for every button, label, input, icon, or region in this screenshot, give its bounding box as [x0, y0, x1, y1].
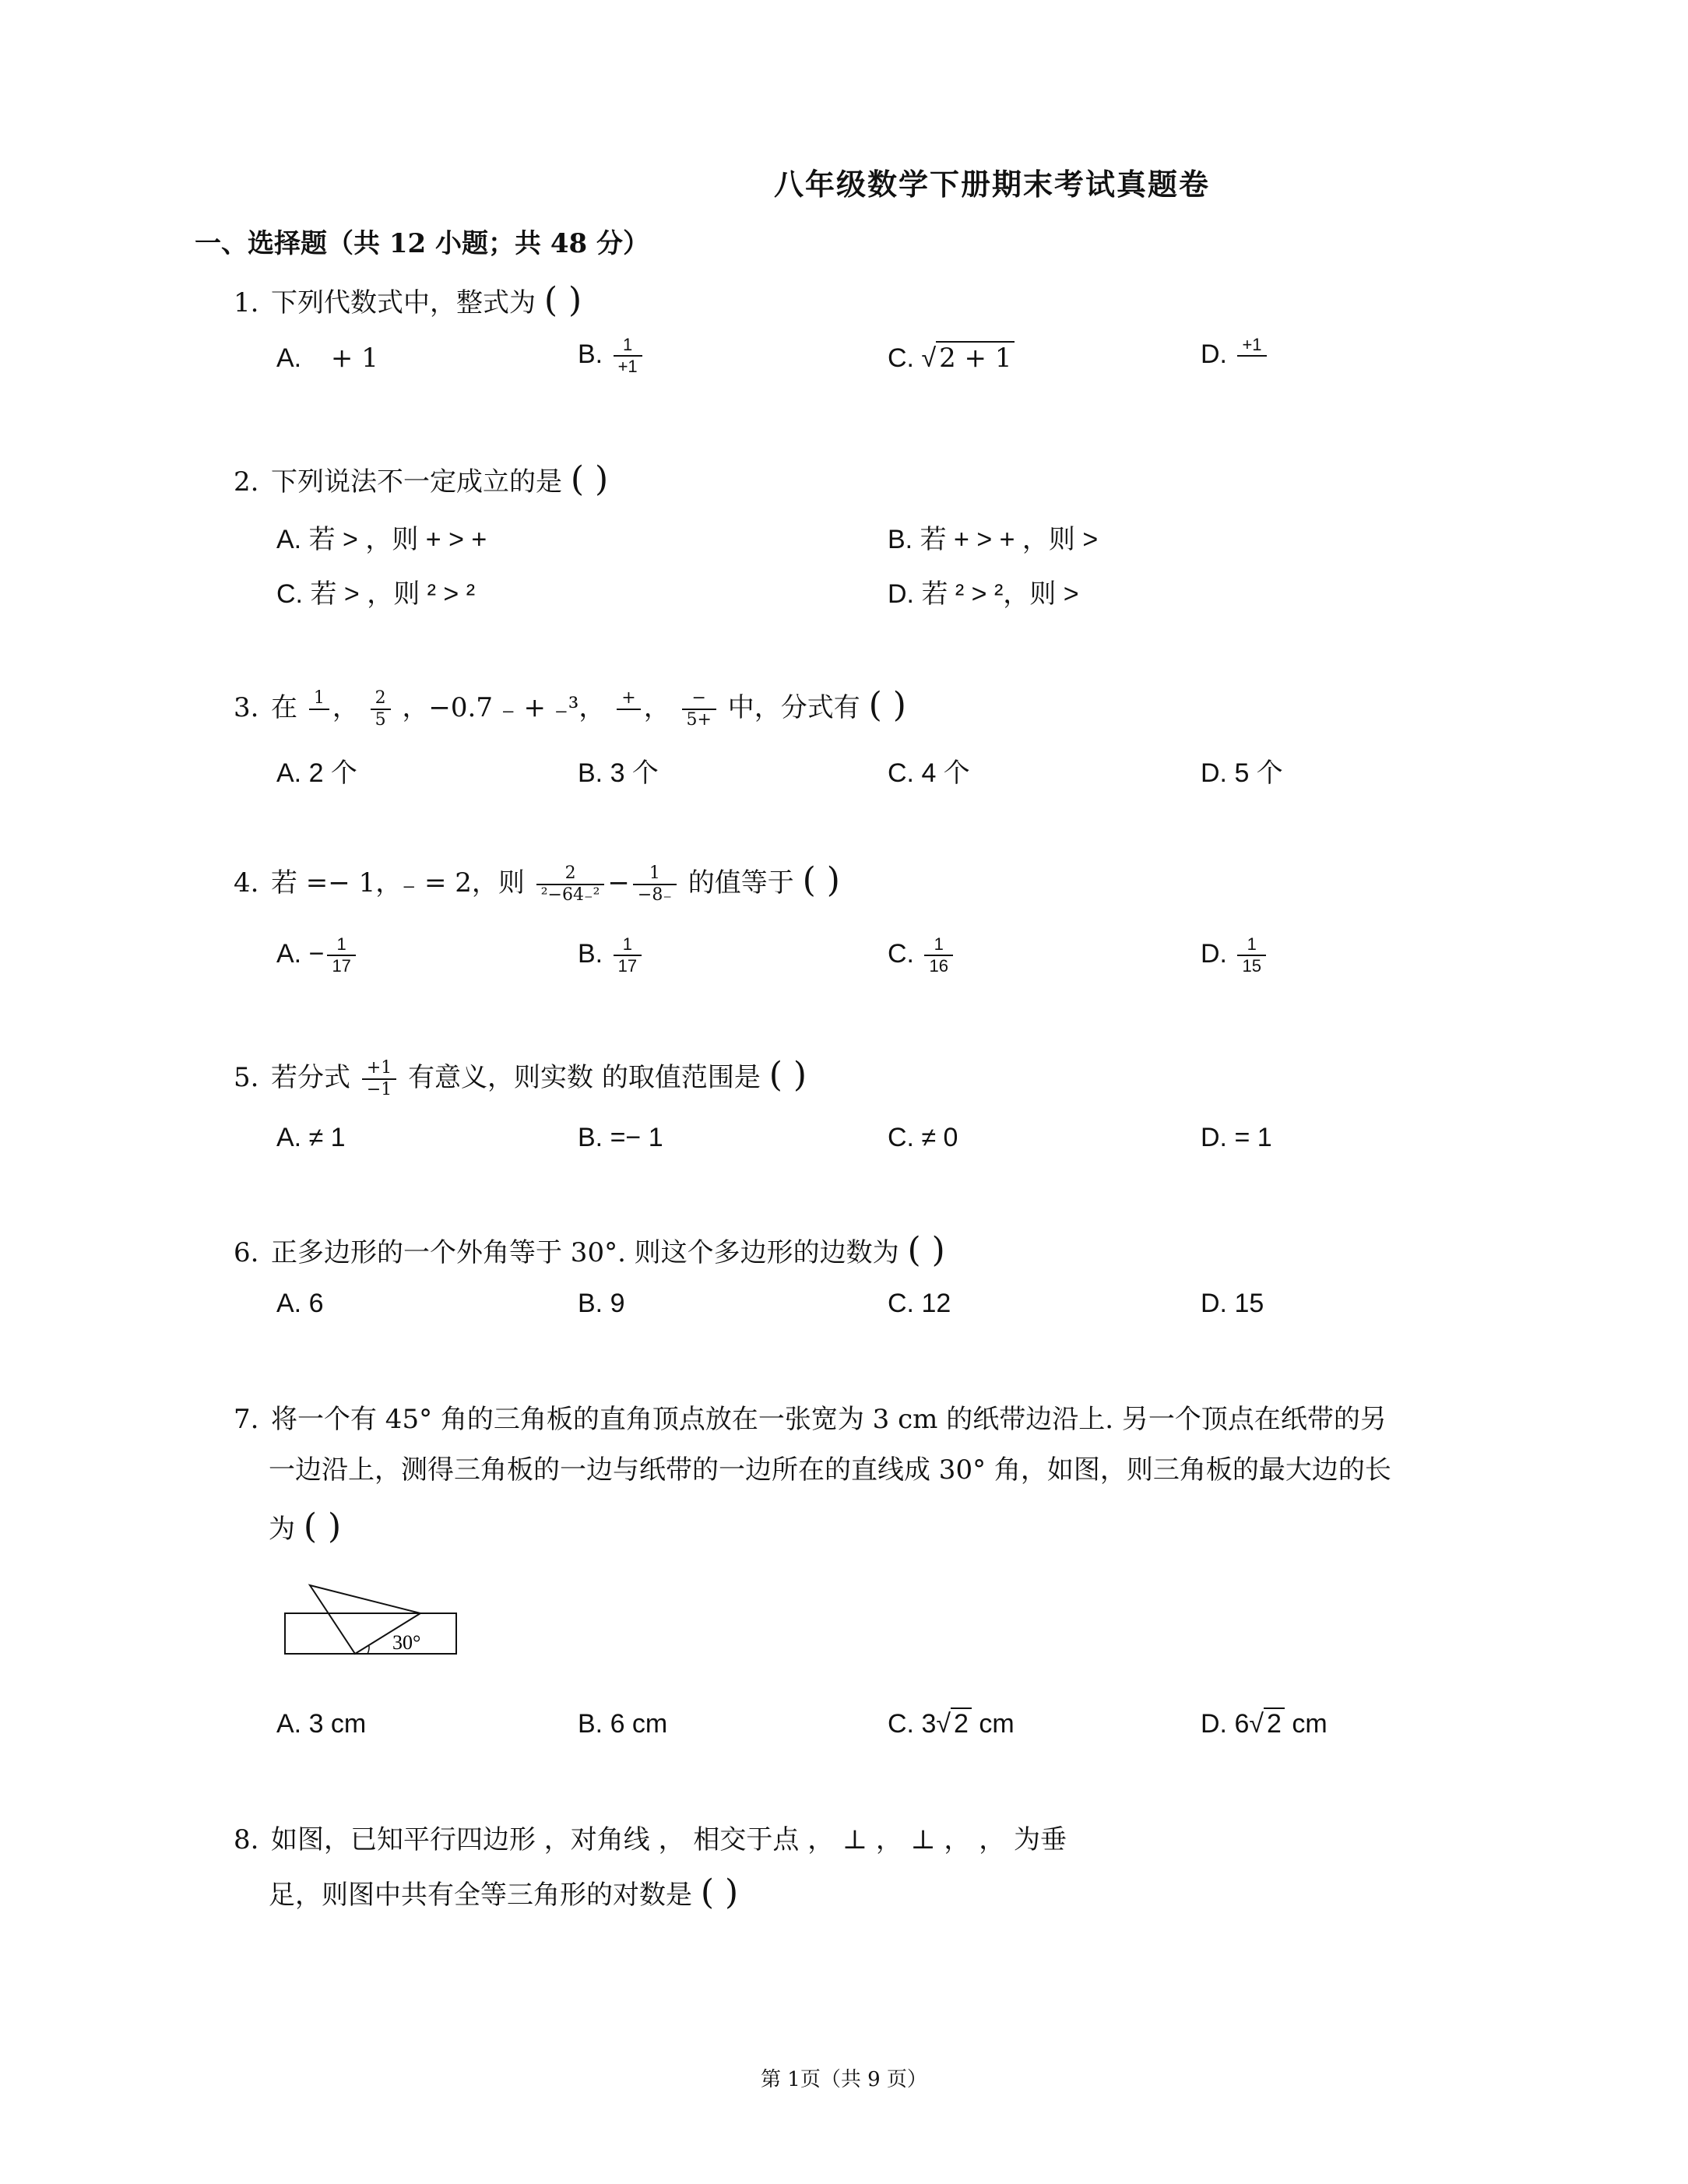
- question-text: 下列代数式中，整式为: [271, 287, 536, 318]
- question-3: 3. 在 1 ， $\frac{2}{5}$ ，−0.7 ₋ + ₋³， + ， $\frac{-}{5+}$ 中，分式有 ( ): [234, 685, 906, 730]
- angle-label: 30°: [392, 1631, 421, 1654]
- q2-option-b: B. 若 + > + ，则 >: [888, 525, 1099, 554]
- q1-option-d: D. +1: [1201, 335, 1270, 377]
- question-7-line-3: 为 ( ): [269, 1507, 342, 1546]
- q1-option-b: B. $\frac{1}{+1}$: [578, 335, 645, 377]
- question-7-line-2: 一边沿上，测得三角板的一边与纸带的一边所在的直线成 30° 角，如图，则三角板的最大边的长: [269, 1454, 1391, 1486]
- q5-option-b: B. =− 1: [578, 1123, 663, 1152]
- question-8-line-1: 8. 如图，已知平行四边形 ，对角线 ， 相交于点 ， ⊥ ， ⊥ ， ， 为垂: [234, 1824, 1067, 1855]
- page-title: 八年级数学下册期末考试真题卷: [773, 167, 1210, 202]
- answer-paren: ( ): [543, 280, 582, 320]
- question-8-line-2: 足，则图中共有全等三角形的对数是 ( ): [269, 1873, 739, 1912]
- q6-option-c: C. 12: [888, 1289, 951, 1318]
- paper-strip: [285, 1613, 456, 1654]
- q6-option-a: A. 6: [276, 1289, 324, 1318]
- q7-option-d: D. 6√ 2 cm: [1201, 1709, 1328, 1739]
- q4-option-b: B. $\frac{1}{17}$: [578, 934, 645, 976]
- q4-option-c: C. $\frac{1}{16}$: [888, 934, 956, 976]
- q7-option-a: A. 3 cm: [276, 1709, 367, 1739]
- question-7-line-1: 7. 将一个有 45° 角的三角板的直角顶点放在一张宽为 3 cm 的纸带边沿上. 另一个顶点在纸带的另: [234, 1404, 1387, 1435]
- q2-option-a: A. 若 > ，则 + > +: [276, 525, 487, 554]
- q5-option-c: C. ≠ 0: [888, 1123, 958, 1152]
- q1-option-a: A. + 1: [276, 343, 378, 374]
- question-1: [234, 280, 582, 320]
- triangle-ruler-figure: [280, 1581, 467, 1666]
- q5-option-d: D. = 1: [1201, 1123, 1272, 1152]
- angle-arc: [367, 1646, 369, 1654]
- q4-option-d: D. $\frac{1}{15}$: [1201, 934, 1269, 976]
- question-6: 6. 正多边形的一个外角等于 30°. 则这个多边形的边数为 ( ): [234, 1230, 945, 1270]
- question-2: 2. 下列说法不一定成立的是 ( ): [234, 459, 609, 499]
- q2-option-c: C. 若 > ，则 ² > ²: [276, 579, 476, 609]
- q2-option-d: D. 若 ² > ²，则 >: [888, 579, 1079, 609]
- q6-option-b: B. 9: [578, 1289, 625, 1318]
- question-5: 5. 若分式 $\frac{+1}{-1}$ 有意义，则实数 的取值范围是 ( ): [234, 1055, 807, 1099]
- q5-option-a: A. ≠ 1: [276, 1123, 346, 1152]
- section-heading: 一、选择题（共 12 小题；共 48 分）: [195, 228, 649, 259]
- question-number: 1.: [234, 287, 259, 318]
- q3-option-a: A. 2 个: [276, 758, 357, 788]
- q4-option-a: A. − $\frac{1}{17}$: [276, 934, 359, 976]
- page-footer: 第 1页（共 9 页）: [761, 2068, 927, 2091]
- q3-option-b: B. 3 个: [578, 758, 659, 788]
- q3-option-d: D. 5 个: [1201, 758, 1283, 788]
- question-4: 4. 若 =− 1，₋ = 2，则 $\frac{2}{\text{²−64₋²}}$ − $\frac{1}{-8_-}$ 的值等于 ( ): [234, 860, 840, 905]
- q7-option-b: B. 6 cm: [578, 1709, 668, 1739]
- q3-option-c: C. 4 个: [888, 758, 970, 788]
- q7-option-c: C. 3√ 2 cm: [888, 1709, 1015, 1739]
- q6-option-d: D. 15: [1201, 1289, 1264, 1318]
- q1-option-c: C. √ 2 + 1: [888, 343, 1015, 374]
